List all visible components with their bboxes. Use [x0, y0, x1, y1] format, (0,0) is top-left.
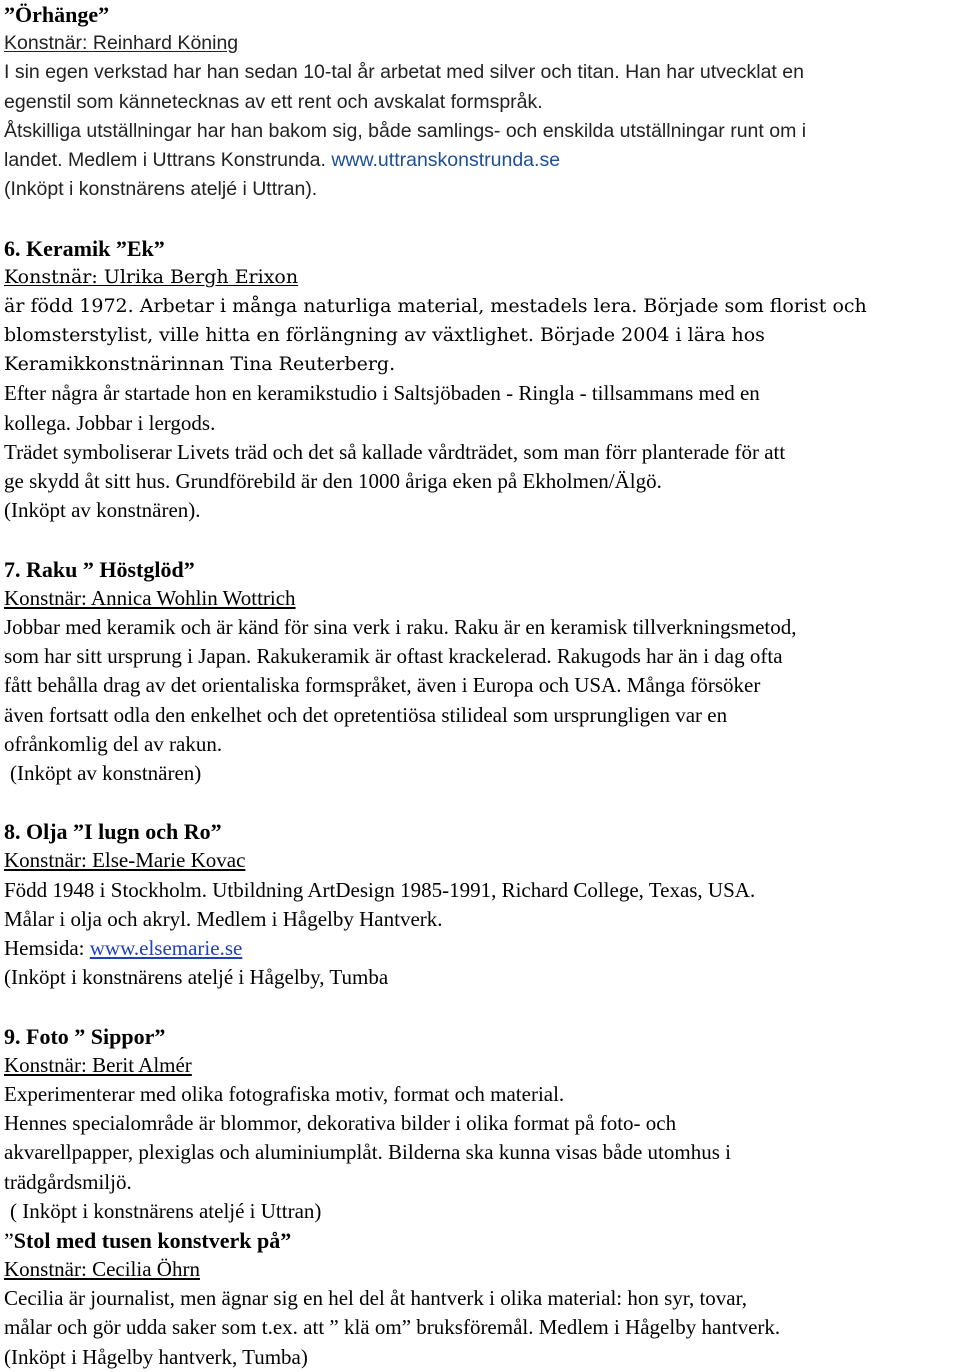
text-line: Jobbar med keramik och är känd för sina verk i raku. Raku är en keramisk tillverkningsmetod, [4, 614, 797, 639]
artist-name: Konstnär: Berit Almér [4, 1052, 192, 1077]
section-raku-hostglod [4, 555, 958, 789]
text-line [4, 146, 958, 175]
section-keramik-ek [4, 234, 958, 526]
section-title: 7. Raku ” Höstglöd” [4, 556, 195, 582]
section-title: 9. Foto ” Sippor” [4, 1023, 166, 1049]
section-foto-sippor [4, 1022, 958, 1226]
text-fragment: landet. Medlem i Uttrans Konstrunda. [4, 148, 332, 171]
text-line: trädgårdsmiljö. [4, 1169, 132, 1194]
text-line: Experimenterar med olika fotografiska motiv, format och material. [4, 1081, 565, 1106]
text-line: fått behålla drag av det orientaliska formspråket, även i Europa och USA. Många försöker [4, 673, 761, 698]
text-line: Målar i olja och akryl. Medlem i Hågelby Hantverk. [4, 906, 443, 931]
section-orhange [4, 0, 958, 204]
text-line: kollega. Jobbar i lergods. [4, 410, 216, 435]
section-title: 8. Olja ”I lugn och Ro” [4, 819, 222, 845]
section-olja-i-lugn-och-ro [4, 817, 958, 992]
title-text: Stol med tusen konstverk på” [13, 1227, 292, 1253]
section-title: ”Örhänge” [4, 2, 110, 27]
website-link[interactable]: www.uttranskonstrunda.se [331, 148, 561, 171]
text-line: egenstil som kännetecknas av ett rent och avskalat formspråk. [4, 90, 543, 113]
text-line: Hennes specialområde är blommor, dekorativa bilder i olika format på foto- och [4, 1111, 677, 1136]
text-line: målar och gör udda saker som t.ex. att ” klä om” bruksföremål. Medlem i Hågelby hantverk. [4, 1315, 781, 1340]
text-line: blomsterstylist, ville hitta en förlängning av växtlighet. Började 2004 i lära hos [4, 324, 765, 347]
website-link[interactable]: www.elsemarie.se [89, 936, 243, 960]
document-page [4, 0, 958, 1372]
purchase-note: (Inköpt i Hågelby hantverk, Tumba) [4, 1344, 308, 1369]
spacer [4, 788, 958, 817]
spacer [4, 525, 958, 554]
purchase-note: (Inköpt i konstnärens ateljé i Hågelby, Tumba [4, 965, 389, 990]
text-line: Född 1948 i Stockholm. Utbildning ArtDesign 1985-1991, Richard College, Texas, USA. [4, 877, 756, 902]
text-line: ge skydd åt sitt hus. Grundförebild är den 1000 åriga eken på Ekholmen/Älgö. [4, 469, 662, 493]
section-stol-med-tusen-konstverk [4, 1226, 958, 1372]
section-title: 6. Keramik ”Ek” [4, 235, 165, 261]
text-line: även fortsatt odla den enkelhet och det opretentiösa stilideal som ursprungligen var en [4, 702, 728, 727]
text-line: Keramikkonstnärinnan Tina Reuterberg. [4, 353, 396, 376]
purchase-note: (Inköpt av konstnären) [10, 760, 202, 785]
text-line: ofrånkomlig del av rakun. [4, 731, 223, 756]
text-line: Efter några år startade hon en keramikstudio i Saltsjöbaden - Ringla - tillsammans med en [4, 381, 760, 406]
text-line: I sin egen verkstad har han sedan 10-tal år arbetat med silver och titan. Han har utvecklat en [4, 61, 804, 84]
text-fragment: Hemsida: [4, 936, 90, 960]
purchase-note: (Inköpt av konstnären). [4, 498, 201, 523]
artist-name: Konstnär: Ulrika Bergh Erixon [4, 265, 299, 288]
artist-name: Konstnär: Cecilia Öhrn [4, 1257, 200, 1282]
text-line: Trädet symboliserar Livets träd och det så kallade vårdträdet, som man förr planterade för att [4, 439, 786, 464]
text-line: som har sitt ursprung i Japan. Rakukeramik är oftast krackelerad. Rakugods har än i dag ofta [4, 644, 783, 669]
text-line: akvarellpapper, plexiglas och aluminiumplåt. Bilderna ska kunna visas både utomhus i [4, 1140, 731, 1165]
text-line [4, 934, 958, 963]
text-line: Åtskilliga utställningar har han bakom sig, både samlings- och enskilda utställningar runt om i [4, 119, 807, 142]
text-line: Cecilia är journalist, men ägnar sig en hel del åt hantverk i olika material: hon syr, tovar, [4, 1286, 747, 1311]
text-line: är född 1972. Arbetar i många naturliga material, mestadels lera. Började som florist och [4, 294, 867, 317]
artist-name: Konstnär: Reinhard Köning [4, 32, 239, 55]
section-title [4, 1226, 958, 1255]
spacer [4, 992, 958, 1021]
spacer [4, 204, 958, 233]
artist-name: Konstnär: Annica Wohlin Wottrich [4, 585, 296, 610]
opening-quote: ” [4, 1227, 14, 1253]
purchase-note: (Inköpt i konstnärens ateljé i Uttran). [4, 178, 318, 201]
purchase-note: ( Inköpt i konstnärens ateljé i Uttran) [10, 1198, 322, 1223]
artist-name: Konstnär: Else-Marie Kovac [4, 848, 246, 873]
